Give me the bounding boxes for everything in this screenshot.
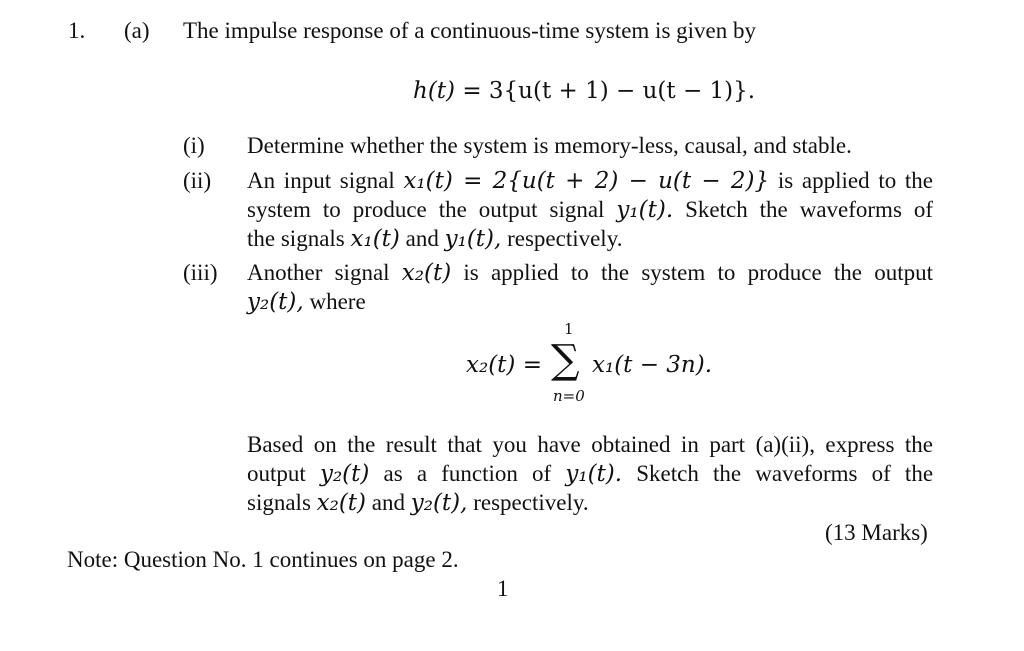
equation-x2-lhs: x₂(t) = (466, 352, 542, 378)
item-ii-line2-suffix: Sketch the waveforms of (685, 197, 934, 222)
item-ii-line1-suffix: is applied to the (777, 168, 934, 193)
item-ii-line3-prefix: the signals (247, 226, 345, 251)
item-ii-line3-mid: and (405, 226, 439, 251)
followup-y1-var: y₁(t). (565, 461, 623, 487)
equation-x2-term: x₁(t − 3n). (592, 352, 713, 378)
followup-line3-prefix: signals (247, 490, 311, 515)
item-iii-line1-prefix: Another signal (247, 260, 390, 285)
followup-line1-text: Based on the result that you have obtained in part (a)(ii), express the (247, 432, 933, 457)
question-number: 1. (68, 18, 86, 43)
item-iii-line1-suffix: is applied to the system to produce the output (463, 260, 934, 285)
item-ii-y1-var: y₁(t). (616, 197, 674, 223)
followup-line-2 (247, 461, 933, 487)
item-label-i: (i) (183, 133, 205, 158)
followup-line2-suffix: Sketch the waveforms of the (636, 461, 934, 486)
item-ii-line1-prefix: An input signal (247, 168, 395, 193)
item-label-iii: (iii) (183, 260, 218, 285)
followup-y2-var-2: y₂(t), (410, 490, 468, 516)
item-ii-line2-prefix: system to produce the output signal (247, 197, 605, 222)
marks-label: (13 Marks) (825, 520, 928, 545)
followup-line2-prefix: output (247, 461, 306, 486)
item-text-i: Determine whether the system is memory-less, causal, and stable. (247, 133, 852, 158)
item-iii-x2-var: x₂(t) (401, 260, 452, 286)
followup-x2-var: x₂(t) (316, 490, 367, 516)
equation-h-rhs: = 3{u(t + 1) − u(t − 1)}. (462, 78, 756, 104)
page-number: 1 (497, 576, 509, 601)
sum-upper-limit: 1 (564, 320, 574, 338)
part-label: (a) (124, 18, 150, 43)
followup-line3-suffix: respectively. (473, 490, 589, 515)
item-iii-y2-var: y₂(t), (247, 289, 304, 315)
followup-y2-var: y₂(t) (319, 461, 370, 487)
continuation-note: Note: Question No. 1 continues on page 2. (67, 547, 459, 572)
item-ii-x1-equation: x₁(t) = 2{u(t + 2) − u(t − 2)} (403, 168, 770, 194)
item-ii-line-2 (247, 197, 933, 223)
item-ii-line-1 (247, 168, 933, 194)
sum-symbol: ∑ (551, 337, 580, 383)
item-ii-x1-var: x₁(t) (350, 226, 400, 252)
item-iii-line-2 (247, 289, 366, 315)
item-iii-line2-suffix: where (309, 289, 366, 314)
impulse-response-equation (413, 78, 755, 104)
followup-line-3 (247, 490, 589, 516)
item-label-ii: (ii) (183, 168, 212, 193)
equation-h-lhs: h(t) (413, 78, 456, 104)
followup-line2-mid: as a function of (383, 461, 552, 486)
question-intro: The impulse response of a continuous-time system is given by (183, 18, 756, 43)
item-ii-line3-suffix: respectively. (507, 226, 623, 251)
item-iii-line-1 (247, 260, 933, 286)
followup-line-1 (247, 432, 933, 458)
followup-line3-mid: and (371, 490, 405, 515)
item-ii-y1-var-2: y₁(t), (444, 226, 502, 252)
item-ii-line-3 (247, 226, 622, 252)
sum-lower-limit: n=0 (553, 387, 585, 405)
